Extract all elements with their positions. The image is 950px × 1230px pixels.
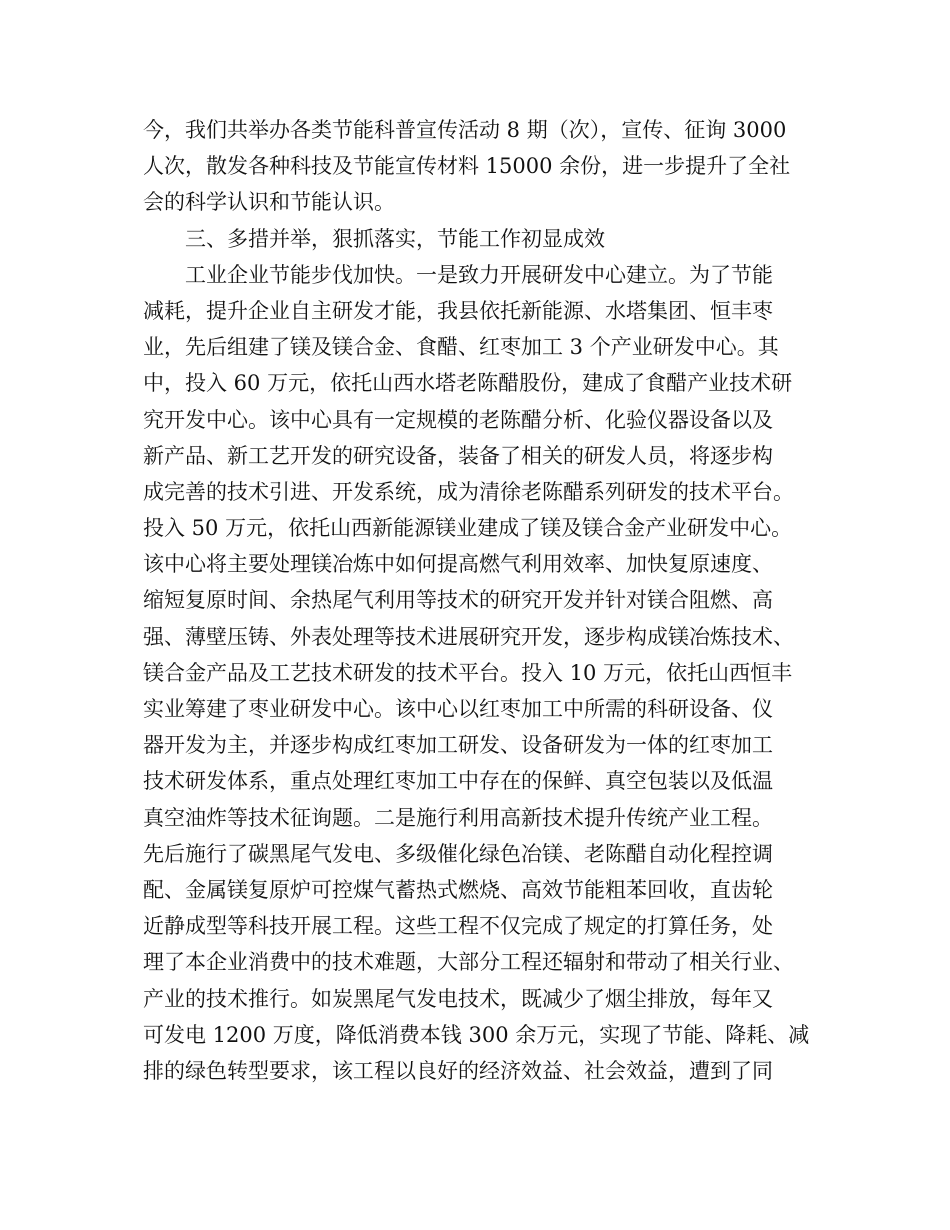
text-line: 今，我们共举办各类节能科普宣传活动 8 期（次），宣传、征询 3000	[143, 118, 787, 142]
text-line: 镁合金产品及工艺技术研发的技术平台。投入 10 万元，依托山西恒丰	[143, 660, 793, 685]
text-line: 产业的技术推行。如炭黑尾气发电技术，既减少了烟尘排放，每年又	[143, 986, 773, 1011]
text-line: 配、金属镁复原炉可控煤气蓄热式燃烧、高效节能粗苯回收，直齿轮	[143, 877, 773, 902]
text-line: 新产品、新工艺开发的研究设备，装备了相关的研发人员，将逐步构	[143, 443, 773, 468]
text-line: 中，投入 60 万元，依托山西水塔老陈醋股份，建成了食醋产业技术研	[143, 371, 793, 396]
text-line: 可发电 1200 万度，降低消费本钱 300 余万元，实现了节能、降耗、减	[143, 1022, 810, 1047]
text-line: 缩短复原时间、余热尾气利用等技术的研究开发并针对镁合阻燃、高	[143, 588, 773, 613]
text-line: 先后施行了碳黑尾气发电、多级催化绿色冶镁、老陈醋自动化程控调	[143, 841, 773, 866]
text-line: 减耗，提升企业自主研发才能，我县依托新能源、水塔集团、恒丰枣	[143, 298, 773, 323]
text-line: 器开发为主，并逐步构成红枣加工研发、设备研发为一体的红枣加工	[143, 733, 773, 758]
text-line: 人次，散发各种科技及节能宣传材料 15000 余份，进一步提升了全社	[143, 154, 791, 179]
text-line: 究开发中心。该中心具有一定规模的老陈醋分析、化验仪器设备以及	[143, 407, 773, 432]
text-line: 技术研发体系，重点处理红枣加工中存在的保鲜、真空包装以及低温	[143, 769, 773, 794]
text-line: 实业筹建了枣业研发中心。该中心以红枣加工中所需的科研设备、仪	[143, 697, 773, 721]
section-heading: 三、多措并举，狠抓落实，节能工作初显成效	[185, 226, 605, 251]
text-line: 会的科学认识和节能认识。	[143, 190, 395, 215]
text-line: 该中心将主要处理镁冶炼中如何提高燃气利用效率、加快复原速度、	[143, 552, 773, 577]
text-line: 投入 50 万元，依托山西新能源镁业建成了镁及镁合金产业研发中心。	[143, 516, 793, 541]
text-line: 排的绿色转型要求，该工程以良好的经济效益、社会效益，遭到了同	[143, 1058, 773, 1083]
text-line: 成完善的技术引进、开发系统，成为清徐老陈醋系列研发的技术平台。	[143, 479, 794, 504]
text-line: 近静成型等科技开展工程。这些工程不仅完成了规定的打算任务，处	[143, 914, 773, 939]
body-text	[143, 112, 823, 1089]
text-line: 真空油炸等技术征询题。二是施行利用高新技术提升传统产业工程。	[143, 805, 773, 830]
text-line: 业，先后组建了镁及镁合金、食醋、红枣加工 3 个产业研发中心。其	[143, 335, 779, 360]
text-line: 理了本企业消费中的技术难题，大部分工程还辐射和带动了相关行业、	[143, 950, 794, 975]
paragraph-first-line: 工业企业节能步伐加快。一是致力开展研发中心建立。为了节能	[185, 262, 773, 287]
text-line: 强、薄壁压铸、外表处理等技术进展研究开发，逐步构成镁冶炼技术、	[143, 624, 794, 649]
